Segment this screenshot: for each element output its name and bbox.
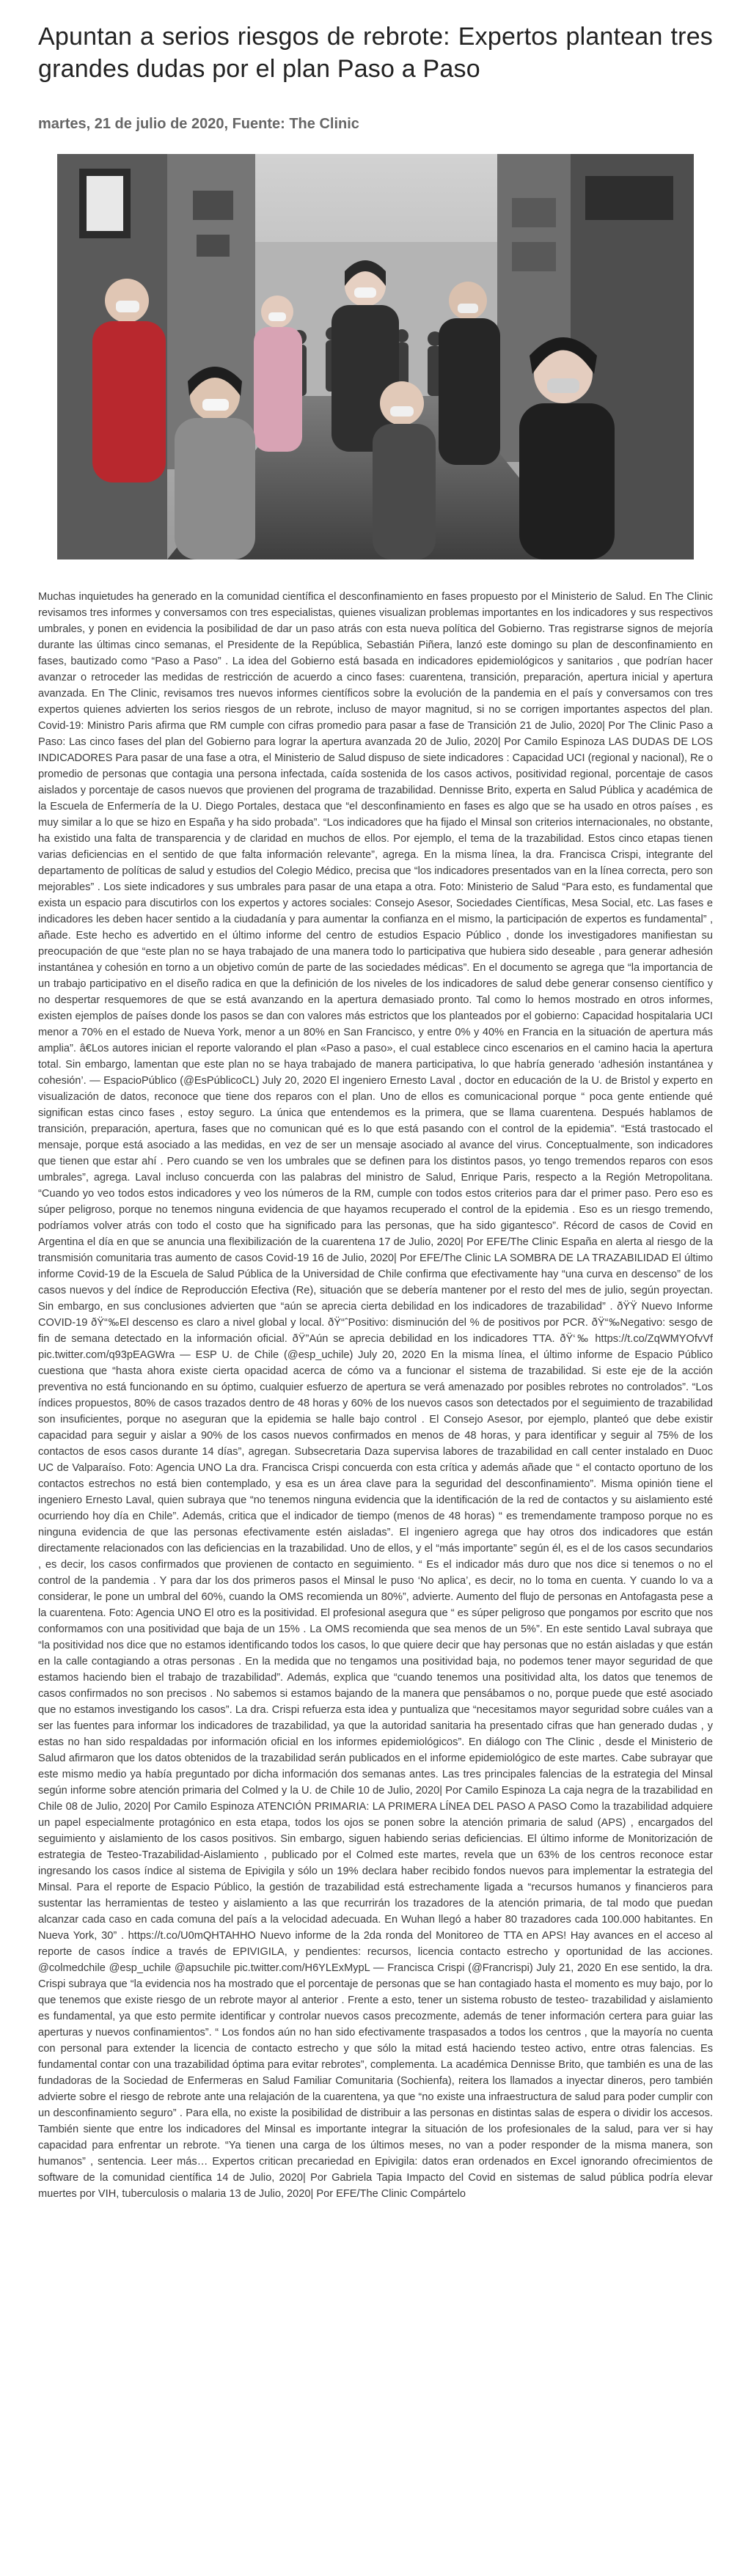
article-hero-image [57,154,694,559]
article-body: Muchas inquietudes ha generado en la comunidad científica el desconfinamiento en fases propuesto por el Ministerio de Salud. En The Clinic revisamos tres informes y conversamos con tres especialistas, quienes visualizan problemas importantes en los indicadores y sus respectivos umbrales, y ponen en evidencia la posibilidad de dar un paso atrás con esta nueva política del Gobierno. Tras registrarse signos de mejoría durante las últimas cinco semanas, el Presidente de la República, Sebastián Piñera, lanzó este domingo su plan de desconfinamiento en fases, bautizado como “Paso a Paso” . La idea del Gobierno está basada en indicadores epidemiológicos y sanitarios , que podrían hacer avanzar o retroceder las medidas de restricción de acuerdo a cinco fases: cuarentena, transición, preparación, apertura inicial y apertura avanzada. En The Clinic, revisamos tres nuevos informes científicos sobre la evolución de la pandemia en el país y conversamos con tres expertos quienes advierten los serios riesgos de un rebrote, incluso de mayor magnitud, si no se corrigen importantes aspectos del plan. Covid-19: Ministro Paris afirma que RM cumple con cifras promedio para pasar a fase de Transición 21 de Julio, 2020| Por The Clinic Paso a Paso: Las cinco fases del plan del Gobierno para lograr la apertura avanzada 20 de Julio, 2020| Por Camilo Espinoza LAS DUDAS DE LOS INDICADORES Para pasar de una fase a otra, el Ministerio de Salud dispuso de siete indicadores : Capacidad UCI (regional y nacional), Re o promedio de personas que contagia una persona infectada, caída sostenida de los casos activos, positividad regional, porcentaje de casos aislados y porcentaje de casos nuevos que provienen del programa de trazabilidad. Dennisse Brito, experta en Salud Pública y académica de la Escuela de Enfermería de la U. Diego Portales, destaca que “el desconfinamiento en fases es algo que se ha usado en otros países , es muy similar a lo que se hizo en España y ha sido probada”. “Los indicadores que ha fijado el Minsal son criterios internacionales, no obstante, ha existido una falta de transparencia y de claridad en muchos de ellos. Por ejemplo, el tema de la trazabilidad. Estos cinco etapas tienen varias deficiencias en el sentido de que falta información relevante”, agrega. En la misma línea, la dra. Francisca Crispi, integrante del departamento de políticas de salud y estudios del Colegio Médico, precisa que “los indicadores presentados van en la línea correcta, pero son mejorables” . Los siete indicadores y sus umbrales para pasar de una etapa a otra. Foto: Ministerio de Salud “Para esto, es fundamental que exista un espacio para discutirlos con los expertos y actores sociales: Consejo Asesor, Sociedades Científicas, Mesa Social, etc. Las fases e indicadores les deben hacer sentido a la ciudadanía y para aumentar la confianza en el mismo, la participación de expertos es fundamental” , añade. Este hecho es advertido en el último informe del centro de estudios Espacio Público , donde los investigadores manifiestan su preocupación de que “este plan no se haya trabajado de una manera todo lo participativa que hubiera sido deseable , para generar adhesión instantánea y cohesión en torno a un objetivo común de parte de las sociedades médicas”. En el documento se agrega que “la importancia de un trabajo participativo en el diseño radica en que la definición de los niveles de los indicadores de salud debe generar consenso científico y no despertar resquemores de que se está avanzando en la apertura demasiado pronto. Tal como lo hemos mostrado en otros informes, existen ejemplos de países donde los pasos se dan con valores más estrictos que los planteados por el gobierno: Capacidad hospitalaria UCI menor a 70% en el estado de Nueva York, menor a un 80% en San Francisco, y entre 0% y 40% en Francia en la situación de apertura más amplia”. â€Los autores inician el reporte valorando el plan «Paso a paso», el cual establece cinco escenarios en el camino hacia la apertura total. Sin embargo, lamentan que este plan no se haya trabajado de manera participativa, lo que habría generado ‘adhesión instantánea y cohesión’. — EspacioPúblico (@EsPúblicoCL) July 20, 2020 El ingeniero Ernesto Laval , doctor en educación de la U. de Bristol y experto en visualización de datos, reconoce que tiene dos reparos con el plan. Uno de ellos es comunicacional porque “ poca gente entiende qué significan estas cinco fases , estoy seguro. La única que entendemos es la primera, que se llama cuarentena. Después hablamos de transición, preparación, apertura, fases que no comunican qué es lo que está pasando con el control de la epidemia”. “Está trastocado el mensaje, porque está asociado a las medidas, en vez de ser un mensaje asociado al avance del virus. Conceptualmente, son indicadores que tienen que estar ahí . Pero cuando se ven los umbrales que se definen para los distintos pasos, yo tengo tremendos reparos con esos umbrales”, agrega. Laval incluso concuerda con las palabras del ministro de Salud, Enrique Paris, respecto a la Región Metropolitana. “Cuando yo veo todos estos indicadores y veo los números de la RM, cumple con todos estos criterios para dar el primer paso. Pero eso es súper peligroso, porque no tenemos ninguna evidencia de que hayamos recuperado el control de la epidemia . Eso es un riesgo tremendo, podríamos volver atrás con todo el costo que ha significado para las personas, que ha sido gigantesco”. Récord de casos de Covid en Argentina el día en que se anuncia una flexibilización de la cuarentena 17 de Julio, 2020| Por EFE/The Clinic España en alerta al riesgo de la transmisión comunitaria tras aumento de casos Covid-19 16 de Julio, 2020| Por EFE/The Clinic LA SOMBRA DE LA TRAZABILIDAD El último informe Covid-19 de la Escuela de Salud Pública de la Universidad de Chile confirma que efectivamente hay “una curva en descenso” de los casos nuevos y del índice de Reproducción Efectiva (Re), situación que se debería mantener por el resto del mes de julio, según proyectan. Sin embargo, en sus conclusiones advierten que “aún se aprecia cierta debilidad en los indicadores de trazabilidad” . ðŸŸ Nuevo Informe COVID-19 ðŸ“‰El descenso es claro a nivel global y local. ðŸ“ˆPositivo: disminución del % de positivos por PCR. ðŸ“‰Negativo: sesgo de fin de semana detectado en la información oficial. ðŸ”Aún se aprecia debilidad en los indicadores TTA. ðŸ‘‰ https://t.co/ZqWMYOfvVf pic.twitter.com/q93pEAGWra — ESP U. de Chile (@esp_uchile) July 20, 2020 En la misma línea, el último informe de Espacio Público cuestiona que “hasta ahora existe cierta opacidad acerca de cómo va a funcionar el sistema de trazabilidad. Si este eje de la acción preventiva no está funcionando en su óptimo, cualquier esfuerzo de apertura se verá amenazado por posibles rebrotes no controlados”. “Los índices propuestos, 80% de casos trazados dentro de 48 horas y 60% de los nuevos casos son detectados por el seguimiento de trazabilidad son insuficientes, porque no aseguran que la epidemia se halle bajo control . El Consejo Asesor, por ejemplo, planteó que debe existir capacidad para seguir y aislar a 90% de los casos nuevos confirmados en menos de 48 horas, y para identificar y seguir al 75% de los contactos de esos casos durante 14 días”, agregan. Subsecretaria Daza supervisa labores de trazabilidad en call center instalado en Duoc UC de Valparaíso. Foto: Agencia UNO La dra. Francisca Crispi concuerda con esta crítica y además añade que “ el contacto oportuno de los contactos estrechos no está bien contemplado, y esa es un área clave para la seguridad del desconfinamiento”. Misma opinión tiene el ingeniero Ernesto Laval, quien subraya que “no tenemos ninguna evidencia que la identificación de la red de contactos y su aislamiento esté ocurriendo hoy día en Chile”. Además, critica que el indicador de tiempo (menos de 48 horas) “ es tremendamente tramposo porque no es ninguna evidencia de que las personas efectivamente estén aisladas”. El ingeniero agrega que hay otros dos indicadores que están directamente relacionados con las deficiencias en la trazabilidad. Uno de ellos, y el “más importante” según él, es el de los casos secundarios , es decir, los casos confirmados que provienen de contacto en seguimiento. “ Es el indicador más duro que nos dice si tenemos o no el control de la pandemia . Y para dar los dos primeros pasos el Minsal le puso ‘No aplica’, es decir, no lo toma en cuenta. Y cuando lo va a considerar, le pone un umbral del 60%, cuando la OMS recomienda un 80%”, advierte. Aumento del flujo de personas en Antofagasta pese a la cuarentena. Foto: Agencia UNO El otro es la positividad. El profesional asegura que “ es súper peligroso que pongamos por escrito que nos conformamos con una positividad que baja de un 15% . La OMS recomienda que sea menos de un 5%”. En este sentido Laval subraya que “la positividad nos dice que no estamos identificando todos los casos, lo que quiere decir que hay personas que no están aisladas y que están en la calle contagiando a otras personas . En la medida que no tengamos una positividad baja, no podemos tener mayor seguridad de que estamos haciendo bien el trabajo de trazabilidad”. Además, explica que “cuando tenemos una positividad alta, los datos que tenemos de casos confirmados no son precisos . No sabemos si estamos bajando de la manera que pensábamos o no, porque puede que esté asociado que no estamos investigando los casos”. La dra. Crispi refuerza esta idea y puntualiza que “necesitamos mayor seguridad sobre cuáles van a ser las fuentes para informar los indicadores de trazabilidad, ya que la autoridad sanitaria ha presentado cifras que han generado dudas , y estas no han sido respaldadas por información oficial en los informes epidemiológicos”. En diálogo con The Clinic , desde el Ministerio de Salud afirmaron que los datos obtenidos de la trazabilidad serán publicados en el informe epidemiológico de este martes. Cabe subrayar que este mismo medio ya había preguntado por dicha información dos semanas antes. Las tres principales falencias de la estrategia del Minsal según informe sobre atención primaria del Colmed y la U. de Chile 10 de Julio, 2020| Por Camilo Espinoza La caja negra de la trazabilidad en Chile 08 de Julio, 2020| Por Camilo Espinoza ATENCIÓN PRIMARIA: LA PRIMERA LÍNEA DEL PASO A PASO Como la trazabilidad adquiere un papel especialmente protagónico en esta etapa, todos los ojos se ponen sobre la atención primaria de salud (APS) , encargados del seguimiento y aislamiento de los casos positivos. Sin embargo, siguen habiendo serias deficiencias. El último informe de Monitorización de estrategia de Testeo-Trazabilidad-Aislamiento , publicado por el Colmed este martes, revela que un 63% de los centros reconoce estar ingresando los casos índice al sistema de Epivigila y sólo un 19% declara haber recibido fondos nuevos para implementar la estrategia del Minsal. Para el reporte de Espacio Público, la gestión de trazabilidad está estrechamente ligada a “recursos humanos y financieros para sustentar las herramientas de testeo y aislamiento a las que recurrirán los trazadores de la atención primaria, de tal modo que puedan alcanzar cada caso en cada comuna del país a la velocidad adecuada. En Wuhan llegó a haber 80 trazadores cada 100.000 habitantes. En Nueva York, 30” . https://t.co/U0mQHTAHHO Nuevo informe de la 2da ronda del Monitoreo de TTA en APS! Hay avances en el acceso al reporte de casos índice a través de EPIVIGILA, y pendientes: recursos, licencia contacto estrecho y oportunidad de las acciones. @colmedchile @esp_uchile @apsuchile pic.twitter.com/H6YLExMypL — Francisca Crispi (@Francrispi) July 21, 2020 En ese sentido, la dra. Crispi subraya que “la evidencia nos ha mostrado que el porcentaje de personas que se han contagiado hasta el momento es muy bajo, por lo que tenemos que existe riesgo de un rebrote mayor al anterior . Frente a esto, tener un sistema robusto de testeo- trazabilidad y aislamiento es fundamental, ya que esto permite identificar y controlar nuevos casos precozmente, además de tener información certera para guiar las aperturas y nuevos confinamientos”. “ Los fondos aún no han sido efectivamente traspasados a todos los centros , que la mayoría no cuenta con personal para extender la licencia de contacto estrecho y que sólo la mitad está haciendo testeo activo, entre otras falencias. Es fundamental contar con una trazabilidad óptima para evitar rebrotes”, complementa. La académica Dennisse Brito, que también es una de las fundadoras de la Sociedad de Enfermeras en Salud Familiar Comunitaria (Sochienfa), reitera los llamados a inyectar dineros, pero también advierte sobre el riesgo de rebrote ante una relajación de la cuarentena, ya que “no existe una infraestructura de salud para poder cumplir con un desconfinamiento seguro” . Para ella, no existe la posibilidad de distribuir a las personas en distintas salas de espera o dividir los accesos. También siente que entre los indicadores del Minsal es importante integrar la situación de los profesionales de la salud, para ver si hay capacidad para enfrentar un rebrote. “Ya tienen una carga de los últimos meses, no van a poder responder de la misma manera, son humanos” , sentencia. Leer más… Expertos critican precariedad en Epivigila: datos eran ordenados en Excel ignorando ofrecimientos de software de la comunidad científica 14 de Julio, 2020| Por Gabriela Tapia Impacto del Covid en sistemas de salud pública podría elevar muertes por VIH, tuberculosis o malaria 13 de Julio, 2020| Por EFE/The Clinic Compártelo [38,591,713,2200]
article-title: Apuntan a serios riesgos de rebrote: Expertos plantean tres grandes dudas por el plan Paso a Paso [38,23,713,83]
article-date-source: martes, 21 de julio de 2020, Fuente: The Clinic [38,116,359,132]
